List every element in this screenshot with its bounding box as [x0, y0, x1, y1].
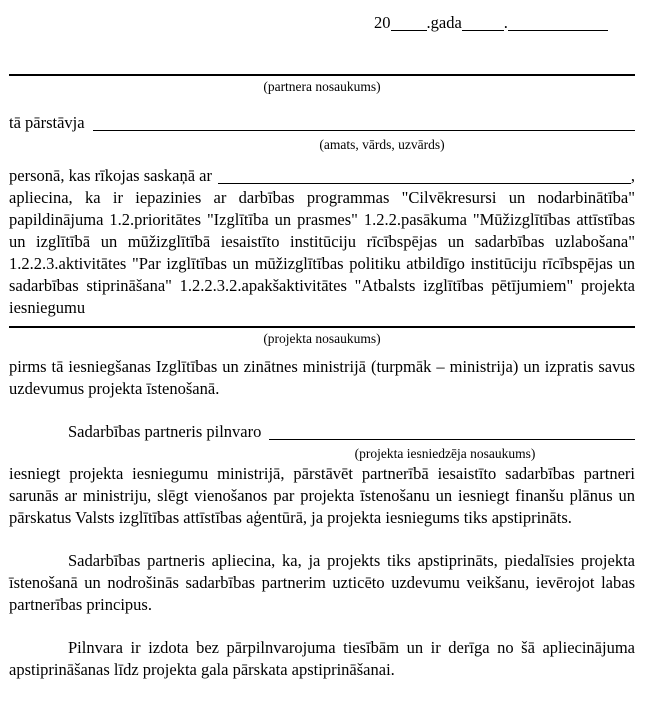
paragraph-submission: pirms tā iesniegšanas Izglītības un zinātnes ministrijā (turpmāk – ministrija) un izpratis savus uzdevumus projekta īstenošanā.	[9, 357, 635, 398]
paragraph-duties: iesniegt projekta iesniegumu ministrijā, pārstāvēt partnerībā iesaistīto sadarbības partneri sarunās ar ministriju, slēgt vienošanos par projekta īstenošanu un iesniegt finanšu plānus un pārskatus Valsts izglītības attīstības aģentūrā, ja projekta iesniegums tiks apstiprināts.	[9, 464, 635, 527]
acting-basis-label: personā, kas rīkojas saskaņā ar	[9, 166, 212, 185]
date-dot: .	[503, 13, 508, 32]
applicant-name-caption: (projekta iesniedzēja nosaukums)	[354, 446, 536, 461]
date-gada-label: .gada	[426, 13, 462, 32]
acting-basis-blank	[218, 183, 631, 184]
representative-blank	[93, 130, 635, 131]
paragraph-validity: Pilnvara ir izdota bez pārpilnvarojuma tiesībām un ir derīga no šā apliecinājuma apstiprināšanas līdz projekta gala pārskata apstiprināšanai.	[9, 638, 635, 679]
paragraph-confirmation: Sadarbības partneris apliecina, ka, ja projekts tiks apstiprināts, piedalīsies projekta īstenošanā un nodrošinās sadarbības partnerim uzticēto uzdevumu veikšanu, ievērojot labas partnerības principus.	[9, 551, 635, 614]
applicant-name-blank	[269, 439, 635, 440]
paragraph-programme: apliecina, ka ir iepazinies ar darbības programmas "Cilvēkresursi un nodarbinātība" papildinājuma 1.2.prioritātes "Izglītība un prasmes" 1.2.2.pasākuma "Mūžizglītības attīstības un izglītībā un mūžizglītībā iesaistīto institūciju rīcībspējas un sadarbības uzlabošana" 1.2.2.3.aktivitātes "Par izglītības un mūžizglītības politiku atbildīgo institūciju rīcībspējas un sadarbības stiprināšana" 1.2.2.3.2.apakšaktivitātes "Atbalsts izglītības pētījumiem" projekta iesniegumu	[9, 188, 635, 317]
authorization-line	[9, 421, 635, 443]
project-name-blank	[9, 326, 635, 328]
authorization-label: Sadarbības partneris pilnvaro	[68, 422, 262, 441]
representative-label: tā pārstāvja	[9, 113, 85, 132]
acting-basis-comma: ,	[630, 166, 635, 185]
date-month-blank	[508, 30, 608, 31]
representative-line	[9, 112, 635, 134]
partner-name-blank	[9, 74, 635, 76]
date-year-prefix: 20	[374, 13, 391, 32]
date-day-blank	[462, 30, 504, 31]
date-year-blank	[391, 30, 427, 31]
project-name-caption: (projekta nosaukums)	[263, 331, 381, 346]
date-line	[9, 12, 635, 34]
partner-name-caption: (partnera nosaukums)	[263, 79, 381, 94]
acting-basis-line	[9, 165, 635, 187]
representative-caption: (amats, vārds, uzvārds)	[319, 137, 445, 152]
